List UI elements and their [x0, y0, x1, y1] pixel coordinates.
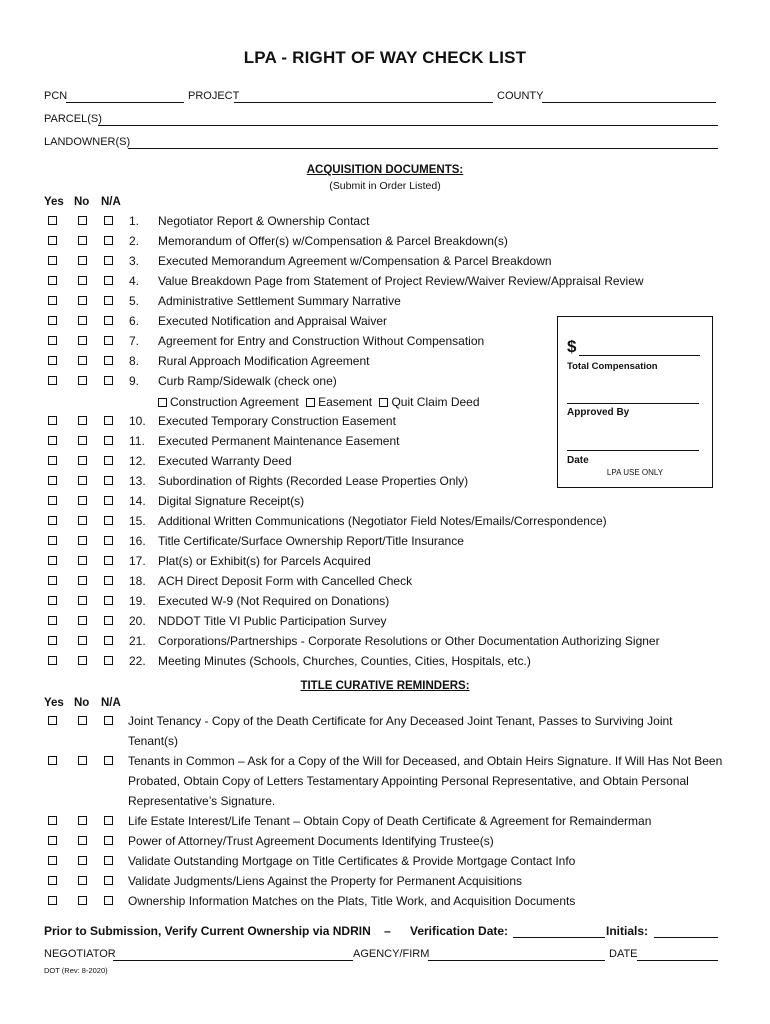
- acquisition-item: [44, 211, 724, 231]
- na-checkbox[interactable]: [104, 556, 113, 565]
- dollar-sign: $: [567, 337, 577, 356]
- na-checkbox[interactable]: [104, 816, 113, 825]
- yes-checkbox[interactable]: [48, 256, 57, 265]
- approved-date-field[interactable]: [567, 450, 699, 451]
- na-checkbox[interactable]: [104, 216, 113, 225]
- no-checkbox[interactable]: [78, 336, 87, 345]
- item-number: 6.: [129, 314, 140, 328]
- no-checkbox[interactable]: [78, 596, 87, 605]
- item-number: 1.: [129, 214, 140, 228]
- lpa-use-only-box: [557, 316, 713, 488]
- item-text: Executed Permanent Maintenance Easement: [158, 434, 400, 448]
- curative-col-yes-header: Yes: [44, 697, 64, 709]
- item-text: Agreement for Entry and Construction Without Compensation: [158, 334, 485, 348]
- yes-checkbox[interactable]: [48, 876, 57, 885]
- yes-checkbox[interactable]: [48, 336, 57, 345]
- verify-ownership-text: [44, 924, 391, 938]
- negotiator-field[interactable]: [113, 960, 353, 961]
- na-checkbox[interactable]: [104, 236, 113, 245]
- no-checkbox[interactable]: [78, 216, 87, 225]
- na-checkbox[interactable]: [104, 656, 113, 665]
- na-checkbox[interactable]: [104, 856, 113, 865]
- item-text: Subordination of Rights (Recorded Lease Properties Only): [158, 474, 469, 488]
- initials-field[interactable]: [654, 937, 718, 938]
- verification-date-field[interactable]: [513, 937, 605, 938]
- approved-by-label: Approved By: [567, 407, 630, 418]
- item-number: 8.: [129, 354, 140, 368]
- yes-checkbox[interactable]: [48, 716, 57, 725]
- yes-checkbox[interactable]: [48, 296, 57, 305]
- form-title: LPA - RIGHT OF WAY CHECK LIST: [243, 48, 527, 67]
- yes-checkbox[interactable]: [48, 316, 57, 325]
- item-number: 19.: [129, 594, 146, 608]
- na-checkbox[interactable]: [104, 376, 113, 385]
- yes-checkbox[interactable]: [48, 376, 57, 385]
- acquisition-item: [44, 491, 724, 511]
- no-checkbox[interactable]: [78, 556, 87, 565]
- acquisition-item: [44, 291, 724, 311]
- verify-dash: –: [384, 924, 391, 938]
- date-signature-field[interactable]: [637, 960, 718, 961]
- no-checkbox[interactable]: [78, 756, 87, 765]
- revision-label: DOT (Rev: 8-2020): [44, 966, 108, 975]
- agency-firm-label: AGENCY/FIRM: [353, 948, 430, 960]
- item-number: 4.: [129, 274, 140, 288]
- na-checkbox[interactable]: [104, 576, 113, 585]
- item-number: 11.: [129, 434, 145, 448]
- date-signature-label: DATE: [609, 948, 638, 960]
- no-checkbox[interactable]: [78, 716, 87, 725]
- na-checkbox[interactable]: [104, 336, 113, 345]
- no-checkbox[interactable]: [78, 576, 87, 585]
- na-checkbox[interactable]: [104, 716, 113, 725]
- item-text: Administrative Settlement Summary Narrative: [158, 294, 401, 308]
- col-no-header: No: [74, 196, 90, 208]
- pcn-field[interactable]: [66, 102, 184, 103]
- total-compensation-label: Total Compensation: [567, 361, 658, 372]
- initials-label: Initials:: [606, 924, 649, 938]
- yes-checkbox[interactable]: [48, 516, 57, 525]
- curative-item-text: Tenants in Common – Ask for a Copy of the Will for Deceased, and Obtain Heirs Signature. If Will Has Not Been Probated, Obtain Copy of Letters Testamentary Appointing Personal Representative, and Obtain Personal Representative’s Signature.: [128, 754, 723, 808]
- na-checkbox[interactable]: [104, 496, 113, 505]
- yes-checkbox[interactable]: [48, 896, 57, 905]
- yes-checkbox[interactable]: [48, 576, 57, 585]
- no-checkbox[interactable]: [78, 656, 87, 665]
- verify-ownership-label: Prior to Submission, Verify Current Ownership via NDRIN: [44, 924, 371, 938]
- county-label: COUNTY: [497, 90, 544, 102]
- parcels-field[interactable]: [98, 125, 718, 126]
- curative-heading: TITLE CURATIVE REMINDERS:: [300, 680, 470, 692]
- yes-checkbox[interactable]: [48, 636, 57, 645]
- yes-checkbox[interactable]: [48, 416, 57, 425]
- item-text: Memorandum of Offer(s) w/Compensation & Parcel Breakdown(s): [158, 234, 508, 248]
- agency-firm-field[interactable]: [428, 960, 605, 961]
- pcn-label: PCN: [44, 90, 68, 102]
- item-text: NDDOT Title VI Public Participation Survey: [158, 614, 387, 628]
- item-number: 16.: [129, 534, 146, 548]
- yes-checkbox[interactable]: [48, 556, 57, 565]
- na-checkbox[interactable]: [104, 456, 113, 465]
- na-checkbox[interactable]: [104, 636, 113, 645]
- na-checkbox[interactable]: [104, 256, 113, 265]
- yes-checkbox[interactable]: [48, 356, 57, 365]
- acquisition-item: [44, 271, 724, 291]
- construction-agreement-checkbox[interactable]: [158, 398, 167, 407]
- na-checkbox[interactable]: [104, 756, 113, 765]
- na-checkbox[interactable]: [104, 896, 113, 905]
- item-number: 13.: [129, 474, 146, 488]
- item-text: Rural Approach Modification Agreement: [158, 354, 370, 368]
- na-checkbox[interactable]: [104, 836, 113, 845]
- no-checkbox[interactable]: [78, 516, 87, 525]
- yes-checkbox[interactable]: [48, 756, 57, 765]
- item-text: Executed Memorandum Agreement w/Compensation & Parcel Breakdown: [158, 254, 552, 268]
- yes-checkbox[interactable]: [48, 216, 57, 225]
- approved-by-field[interactable]: [567, 403, 699, 404]
- acquisition-item: [44, 591, 724, 611]
- yes-checkbox[interactable]: [48, 616, 57, 625]
- col-yes-header: Yes: [44, 196, 64, 208]
- no-checkbox[interactable]: [78, 416, 87, 425]
- item-text: Title Certificate/Surface Ownership Report/Title Insurance: [158, 534, 464, 548]
- curative-item-text: Joint Tenancy - Copy of the Death Certificate for Any Deceased Joint Tenant, Passes to Surviving Joint Tenant(s): [128, 714, 673, 748]
- item-number: 18.: [129, 574, 146, 588]
- yes-checkbox[interactable]: [48, 476, 57, 485]
- item-number: 12.: [129, 454, 146, 468]
- no-checkbox[interactable]: [78, 836, 87, 845]
- acquisition-item: [44, 611, 724, 631]
- acquisition-heading: ACQUISITION DOCUMENTS:: [306, 164, 464, 176]
- item-text: Executed W-9 (Not Required on Donations): [158, 594, 390, 608]
- item-number: 14.: [129, 494, 146, 508]
- acquisition-item: [44, 251, 724, 271]
- yes-checkbox[interactable]: [48, 276, 57, 285]
- acquisition-item: [44, 511, 724, 531]
- yes-checkbox[interactable]: [48, 836, 57, 845]
- project-label: PROJECT: [188, 90, 240, 102]
- item-number: 15.: [129, 514, 146, 528]
- no-checkbox[interactable]: [78, 476, 87, 485]
- item-text: Executed Warranty Deed: [158, 454, 292, 468]
- landowners-field[interactable]: [128, 148, 718, 149]
- no-checkbox[interactable]: [78, 296, 87, 305]
- yes-checkbox[interactable]: [48, 596, 57, 605]
- na-checkbox[interactable]: [104, 536, 113, 545]
- no-checkbox[interactable]: [78, 896, 87, 905]
- yes-checkbox[interactable]: [48, 456, 57, 465]
- acquisition-item: [44, 651, 724, 671]
- item-number: 3.: [129, 254, 140, 268]
- project-field[interactable]: [234, 102, 493, 103]
- na-checkbox[interactable]: [104, 516, 113, 525]
- item-text: Executed Notification and Appraisal Waiver: [158, 314, 388, 328]
- acquisition-subheading: (Submit in Order Listed): [329, 180, 441, 192]
- acquisition-item: [44, 571, 724, 591]
- date-label: Date: [567, 455, 589, 466]
- na-checkbox[interactable]: [104, 296, 113, 305]
- na-checkbox[interactable]: [104, 876, 113, 885]
- na-checkbox[interactable]: [104, 316, 113, 325]
- item-number: 5.: [129, 294, 140, 308]
- total-compensation-field[interactable]: [579, 355, 700, 356]
- no-checkbox[interactable]: [78, 856, 87, 865]
- na-checkbox[interactable]: [104, 356, 113, 365]
- no-checkbox[interactable]: [78, 636, 87, 645]
- yes-checkbox[interactable]: [48, 816, 57, 825]
- yes-checkbox[interactable]: [48, 496, 57, 505]
- yes-checkbox[interactable]: [48, 536, 57, 545]
- yes-checkbox[interactable]: [48, 436, 57, 445]
- curative-item-text: Ownership Information Matches on the Plats, Title Work, and Acquisition Documents: [128, 894, 576, 908]
- item-text: Value Breakdown Page from Statement of Project Review/Waiver Review/Appraisal Review: [158, 274, 644, 288]
- no-checkbox[interactable]: [78, 496, 87, 505]
- item-number: 9.: [129, 374, 140, 388]
- curative-item-text: Life Estate Interest/Life Tenant – Obtain Copy of Death Certificate & Agreement for Remainderman: [128, 814, 652, 828]
- lpa-use-only-label: LPA USE ONLY: [606, 468, 664, 477]
- na-checkbox[interactable]: [104, 476, 113, 485]
- landowners-label: LANDOWNER(S): [44, 136, 131, 148]
- no-checkbox[interactable]: [78, 256, 87, 265]
- verification-date-label: Verification Date:: [410, 924, 509, 938]
- quit-claim-deed-checkbox[interactable]: [379, 398, 388, 407]
- na-checkbox[interactable]: [104, 416, 113, 425]
- item-number: 7.: [129, 334, 140, 348]
- acquisition-item: [44, 551, 724, 571]
- item-text: Digital Signature Receipt(s): [158, 494, 305, 508]
- no-checkbox[interactable]: [78, 616, 87, 625]
- item-text: Plat(s) or Exhibit(s) for Parcels Acquired: [158, 554, 371, 568]
- no-checkbox[interactable]: [78, 876, 87, 885]
- easement-label: Easement: [318, 395, 373, 409]
- na-checkbox[interactable]: [104, 436, 113, 445]
- col-na-header: N/A: [101, 196, 121, 208]
- construction-agreement-label: Construction Agreement: [170, 395, 299, 409]
- item-text: Meeting Minutes (Schools, Churches, Counties, Cities, Hospitals, etc.): [158, 654, 531, 668]
- na-checkbox[interactable]: [104, 276, 113, 285]
- yes-checkbox[interactable]: [48, 656, 57, 665]
- item-number: 10.: [129, 414, 146, 428]
- easement-checkbox[interactable]: [306, 398, 315, 407]
- item-number: 20.: [129, 614, 146, 628]
- item-text: Corporations/Partnerships - Corporate Resolutions or Other Documentation Authorizing Signer: [158, 634, 660, 648]
- yes-checkbox[interactable]: [48, 236, 57, 245]
- item-number: 2.: [129, 234, 140, 248]
- item-number: 22.: [129, 654, 146, 668]
- acquisition-item: [44, 631, 724, 651]
- no-checkbox[interactable]: [78, 276, 87, 285]
- negotiator-label: NEGOTIATOR: [44, 948, 116, 960]
- no-checkbox[interactable]: [78, 316, 87, 325]
- county-field[interactable]: [542, 102, 716, 103]
- acquisition-item: [44, 531, 724, 551]
- curb-ramp-options: [158, 392, 480, 412]
- no-checkbox[interactable]: [78, 456, 87, 465]
- item-text: ACH Direct Deposit Form with Cancelled Check: [158, 574, 413, 588]
- acquisition-item: [44, 231, 724, 251]
- curative-item-text: Validate Outstanding Mortgage on Title Certificates & Provide Mortgage Contact Info: [128, 854, 576, 868]
- no-checkbox[interactable]: [78, 236, 87, 245]
- item-number: 17.: [129, 554, 146, 568]
- curative-item-text: Validate Judgments/Liens Against the Property for Permanent Acquisitions: [128, 874, 523, 888]
- curative-item-text: Power of Attorney/Trust Agreement Documents Identifying Trustee(s): [128, 834, 494, 848]
- no-checkbox[interactable]: [78, 356, 87, 365]
- curative-col-no-header: No: [74, 697, 90, 709]
- curative-col-na-header: N/A: [101, 697, 121, 709]
- parcels-label: PARCEL(S): [44, 113, 102, 125]
- item-text: Executed Temporary Construction Easement: [158, 414, 396, 428]
- quit-claim-deed-label: Quit Claim Deed: [391, 395, 480, 409]
- na-checkbox[interactable]: [104, 596, 113, 605]
- no-checkbox[interactable]: [78, 816, 87, 825]
- no-checkbox[interactable]: [78, 536, 87, 545]
- item-text: Curb Ramp/Sidewalk (check one): [158, 374, 337, 388]
- item-number: 21.: [129, 634, 146, 648]
- item-text: Additional Written Communications (Negotiator Field Notes/Emails/Correspondence): [158, 514, 607, 528]
- yes-checkbox[interactable]: [48, 856, 57, 865]
- na-checkbox[interactable]: [104, 616, 113, 625]
- no-checkbox[interactable]: [78, 436, 87, 445]
- item-text: Negotiator Report & Ownership Contact: [158, 214, 370, 228]
- no-checkbox[interactable]: [78, 376, 87, 385]
